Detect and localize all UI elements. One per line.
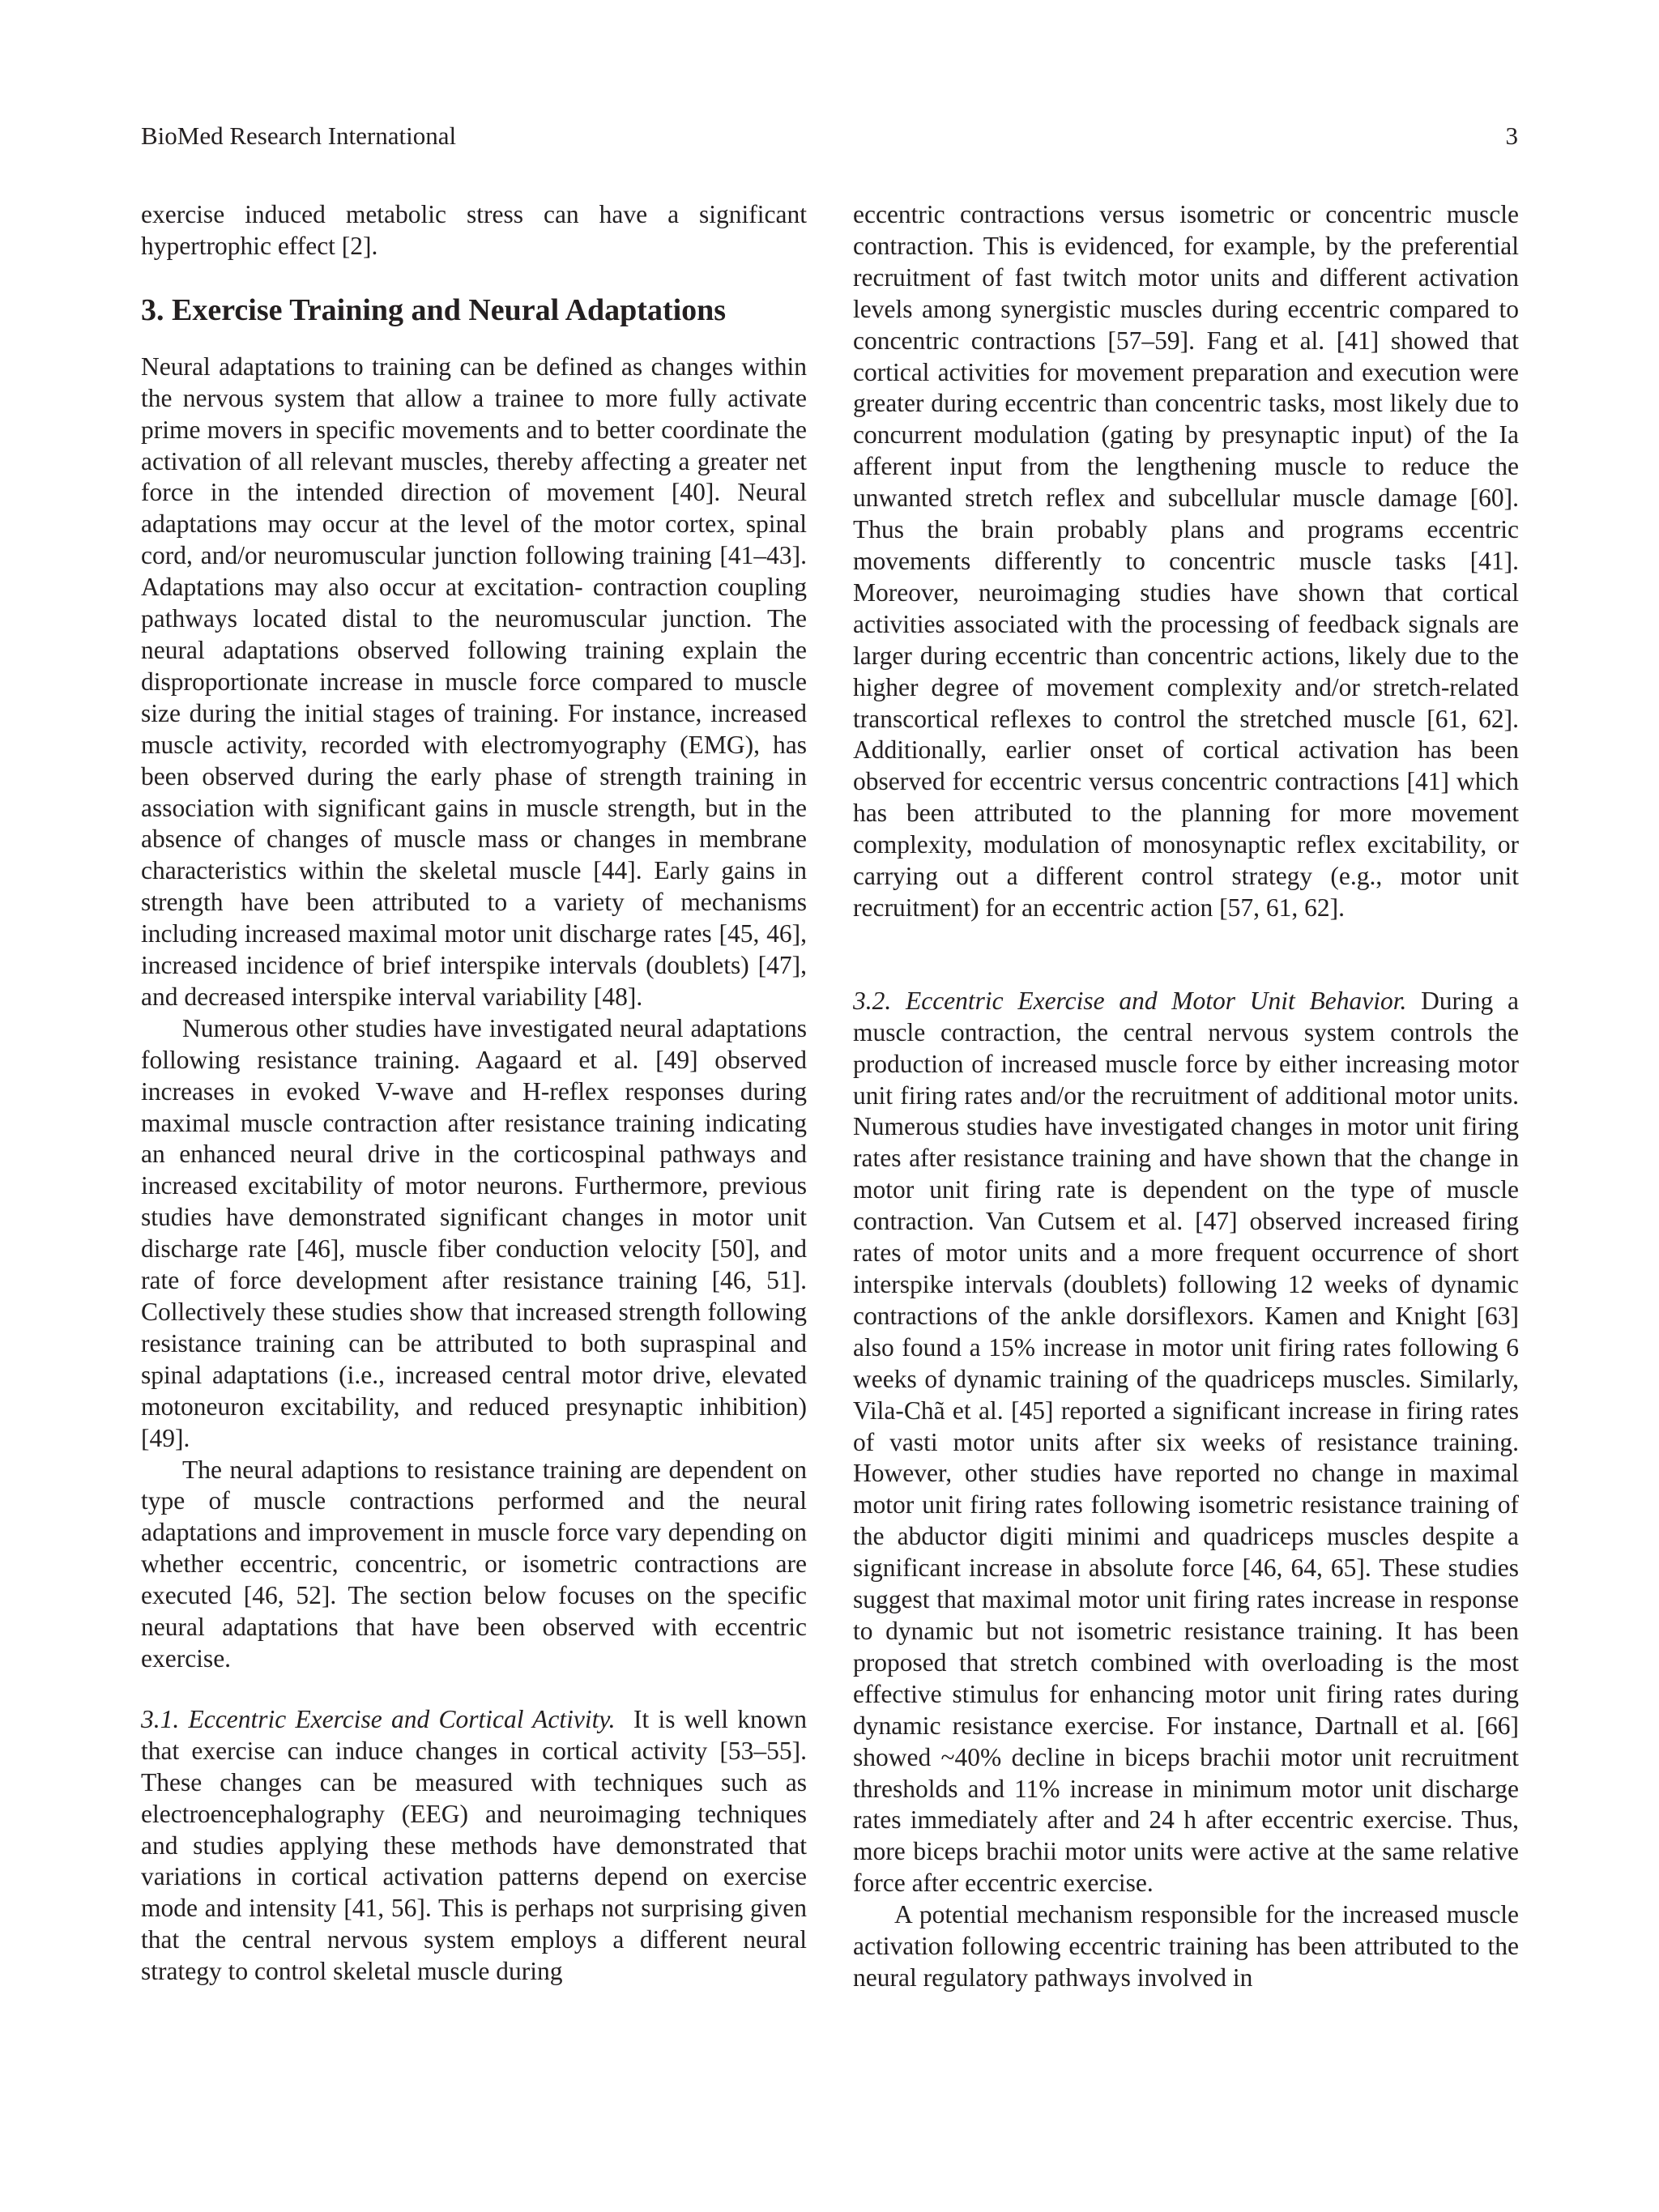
cortical-activity-text: It is well known that exercise can induce changes in cortical activity [53–55]. These changes can be measured with techniques such as electroencephalography (EEG) and neuroimaging techniques and studies applying these methods have demonstrated that variations in cortical activation patterns depend on exercise mode and intensity [41, 56]. This is perhaps not surprising given that the central nervous system employs a different neural strategy to control skeletal muscle during	[141, 1704, 807, 1986]
right-column	[853, 199, 1519, 1994]
paragraph-resistance-training: Numerous other studies have investigated neural adaptations following resistance training. Aagaard et al. [49] observed increases in evoked V-wave and H-reflex responses during maximal muscle contraction after resistance training indicating an enhanced neural drive in the corticospinal pathways and increased excitability of motor neurons. Furthermore, previous studies have demonstrated significant changes in motor unit discharge rate [46], muscle fiber conduction velocity [50], and rate of force development after resistance training [46, 51]. Collectively these studies show that increased strength following resistance training can be attributed to both supraspinal and spinal adaptations (i.e., increased central motor drive, elevated motoneuron excitability, and reduced presynaptic inhibition) [49].	[141, 1013, 807, 1452]
paragraph-mechanism: A potential mechanism responsible for the increased muscle activation following eccentric training has been attributed to the neural regulatory pathways involved in	[853, 1900, 1519, 1992]
motor-unit-text: During a muscle contraction, the central nervous system controls the production of increased muscle force by either increasing motor unit firing rates and/or the recruitment of additional motor units. Numerous studies have investigated changes in motor unit firing rates after resistance training and have shown that the change in motor unit firing rate is dependent on the type of muscle contraction. Van Cutsem et al. [47] observed increased firing rates of motor units and a more frequent occurrence of short interspike intervals (doublets) following 12 weeks of dynamic contractions of the ankle dorsiflexors. Kamen and Knight [63] also found a 15% increase in motor unit firing rates following 6 weeks of dynamic training of the quadriceps muscles. Similarly, Vila-Chã et al. [45] reported a significant increase in firing rates of vasti motor units after six weeks of resistance training. However, other studies have reported no change in maximal motor unit firing rates following isometric resistance training of the abductor digiti minimi and quadriceps muscles despite a significant increase in absolute force [46, 64, 65]. These studies suggest that maximal motor unit firing rates increase in response to dynamic but not isometric resistance training. It has been proposed that stretch combined with overloading is the most effective stimulus for enhancing motor unit firing rates during dynamic resistance exercise. For instance, Dartnall et al. [66] showed ~40% decline in biceps brachii motor unit recruitment thresholds and 11% increase in minimum motor unit discharge rates immediately after and 24 h after eccentric exercise. Thus, more biceps brachii motor units were active at the same relative force after eccentric exercise.	[853, 986, 1519, 1898]
paragraph-neural-adaptations: Neural adaptations to training can be defined as changes within the nervous system that allow a trainee to more fully activate prime movers in specific movements and to better coordinate the activation of all relevant muscles, thereby affecting a greater net force in the intended direction of movement [40]. Neural adaptations may occur at the level of the motor cortex, spinal cord, and/or neuromuscular junction following training [41–43]. Adaptations may also occur at excitation- contraction coupling pathways located distal to the neuromuscular junction. The neural adaptations observed following training explain the disproportionate increase in muscle force compared to muscle size during the initial stages of training. For instance, increased muscle activity, recorded with electromyography (EMG), has been observed during the early phase of strength training in association with significant gains in muscle strength, but in the absence of changes of muscle mass or changes in membrane characteristics within the skeletal muscle [44]. Early gains in strength have been attributed to a variety of mechanisms including increased maximal motor unit discharge rates [45, 46], increased incidence of brief interspike intervals (doublets) [47], and decreased interspike interval variability [48].	[141, 352, 807, 1011]
left-column	[141, 199, 807, 1988]
paragraph-contraction-types: The neural adaptions to resistance training are dependent on type of muscle contractions performed and the neural adaptations and improvement in muscle force vary depending on whether eccentric, concentric, or isometric contractions are executed [46, 52]. The section below focuses on the specific neural adaptations that have been observed with eccentric exercise.	[141, 1455, 807, 1673]
page-number: 3	[1505, 121, 1518, 150]
subsection-title-cortical: 3.1. Eccentric Exercise and Cortical Activity.	[141, 1704, 616, 1733]
paragraph-eccentric-cortical: eccentric contractions versus isometric or concentric muscle contraction. This is evidenced, for example, by the preferential recruitment of fast twitch motor units and different activation levels among synergistic muscles during eccentric compared to concentric contractions [57–59]. Fang et al. [41] showed that cortical activities for movement preparation and execution were greater during eccentric than concentric tasks, most likely due to concurrent modulation (gating by presynaptic input) of the Ia afferent input from the lengthening muscle to reduce the unwanted stretch reflex and subcellular muscle damage [60]. Thus the brain probably plans and programs eccentric movements differently to concentric muscle tasks [41]. Moreover, neuroimaging studies have shown that cortical activities associated with the processing of feedback signals are larger during eccentric than concentric actions, likely due to the higher degree of movement complexity and/or stretch-related transcortical reflexes to control the stretched muscle [61, 62]. Additionally, earlier onset of cortical activation has been observed for eccentric versus concentric contractions [41] which has been attributed to the planning for more movement complexity, modulation of monosynaptic reflex excitability, or carrying out a different control strategy (e.g., motor unit recruitment) for an eccentric action [57, 61, 62].	[853, 200, 1519, 922]
paragraph-continued: exercise induced metabolic stress can have a significant hypertrophic effect [2].	[141, 200, 807, 260]
paragraph-cortical-activity	[141, 1704, 807, 1988]
journal-name: BioMed Research International	[141, 121, 457, 150]
paragraph-motor-unit	[853, 986, 1519, 1899]
section-title: 3. Exercise Training and Neural Adaptations	[141, 292, 727, 327]
subsection-title-motor-unit: 3.2. Eccentric Exercise and Motor Unit Behavior.	[853, 986, 1407, 1015]
running-head	[141, 120, 1518, 152]
